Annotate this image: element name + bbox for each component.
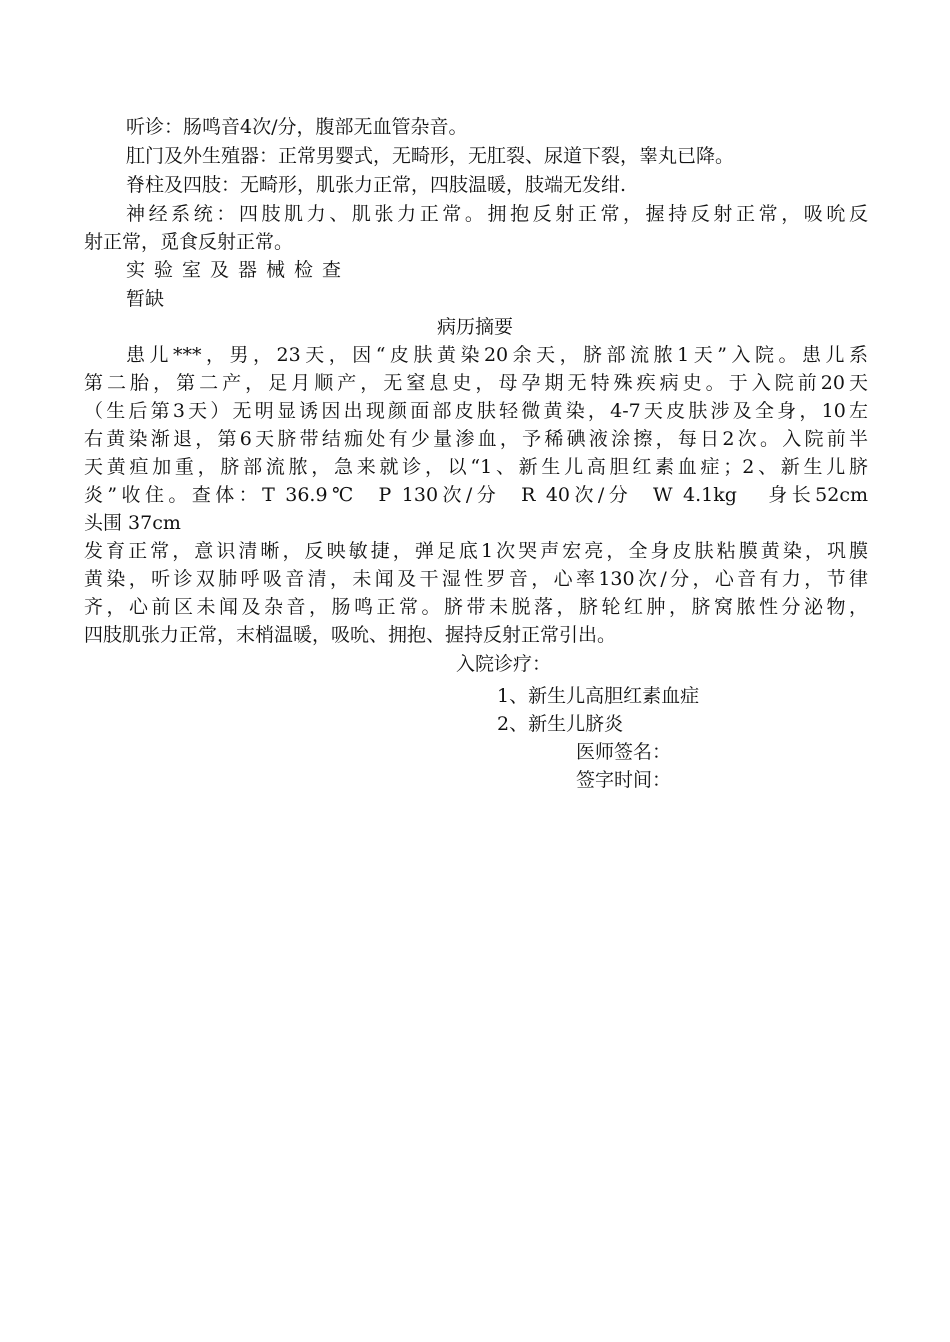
summary-line: 四肢肌张力正常，末梢温暖，吸吮、拥抱、握持反射正常引出。 bbox=[84, 624, 617, 646]
summary-line: 第二胎，第二产，足月顺产，无窒息史，母孕期无特殊疾病史。于入院前20天 bbox=[84, 372, 868, 394]
spine-limbs-text: 脊柱及四肢：无畸形，肌张力正常，四肢温暖，肢端无发绀. bbox=[126, 174, 627, 196]
summary-line: 患儿***，男，23天，因“皮肤黄染20余天，脐部流脓1天”入院。患儿系 bbox=[126, 344, 868, 366]
summary-vitals-line: 炎”收住。查体：T 36.9℃ P 130次/分 R 40次/分 W 4.1kg 身长52cm bbox=[84, 484, 868, 506]
signature-time-label: 签字时间： bbox=[576, 769, 672, 791]
lab-content: 暂缺 bbox=[126, 288, 165, 310]
summary-line: 天黄疸加重，脐部流脓，急来就诊，以“1、新生儿高胆红素血症；2、新生儿脐 bbox=[84, 456, 868, 478]
lab-heading: 实验室及器械检查 bbox=[126, 259, 351, 281]
diagnosis-heading: 入院诊疗： bbox=[456, 653, 552, 675]
auscultation-text: 听诊：肠鸣音4次/分，腹部无血管杂音。 bbox=[126, 116, 468, 138]
summary-line: 齐，心前区未闻及杂音，肠鸣正常。脐带未脱落，脐轮红肿，脐窝脓性分泌物， bbox=[84, 596, 868, 618]
summary-line: （生后第3天）无明显诱因出现颜面部皮肤轻微黄染，4-7天皮肤涉及全身，10左 bbox=[84, 400, 868, 422]
summary-title: 病历摘要 bbox=[436, 316, 513, 338]
anus-genitalia-text: 肛门及外生殖器：正常男婴式，无畸形，无肛裂、尿道下裂，睾丸已降。 bbox=[126, 145, 735, 167]
summary-line: 发育正常，意识清晰，反映敏捷，弹足底1次哭声宏亮，全身皮肤粘膜黄染，巩膜 bbox=[84, 540, 868, 562]
neuro-text-line2: 射正常，觅食反射正常。 bbox=[84, 231, 294, 253]
summary-line: 头围 37cm bbox=[84, 512, 181, 534]
doctor-signature-label: 医师签名： bbox=[576, 741, 672, 763]
diagnosis-item: 1、新生儿高胆红素血症 bbox=[497, 685, 700, 707]
diagnosis-item: 2、新生儿脐炎 bbox=[497, 713, 624, 735]
summary-line: 黄染，听诊双肺呼吸音清，未闻及干湿性罗音，心率130次/分，心音有力，节律 bbox=[84, 568, 868, 590]
summary-line: 右黄染渐退，第6天脐带结痂处有少量渗血，予稀碘液涂擦，每日2次。入院前半 bbox=[84, 428, 868, 450]
neuro-text-line1: 神经系统：四肢肌力、肌张力正常。拥抱反射正常，握持反射正常，吸吮反 bbox=[126, 203, 868, 225]
